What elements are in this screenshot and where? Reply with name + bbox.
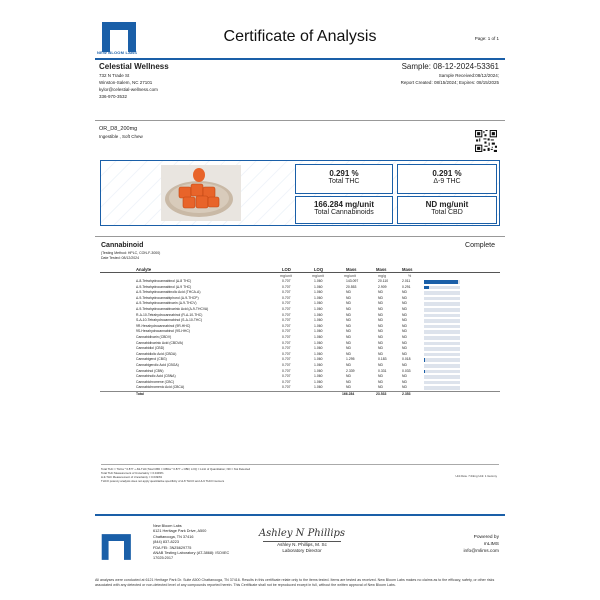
- mass-pct-cell: ND: [402, 301, 407, 306]
- powered-brand: mLIMS: [483, 542, 499, 547]
- unit-mass: mg/unit: [344, 274, 356, 278]
- mass-pct-cell: 0.018: [402, 357, 411, 362]
- mass-pct-cell: ND: [402, 306, 407, 311]
- loq-cell: 1.060: [314, 340, 323, 345]
- mass-unit-cell: ND: [346, 346, 351, 351]
- signer-name: Ashley N. Phillips, M. Sc: [277, 542, 327, 547]
- note-line: Δ-9-THC Measurement of Uncertainty = 0.0493%: [101, 475, 163, 479]
- mass-g-cell: ND: [378, 346, 383, 351]
- mass-g-cell: ND: [378, 351, 383, 356]
- table-header: [100, 266, 500, 273]
- mass-pct-cell: ND: [402, 351, 407, 356]
- mass-pct-cell: ND: [402, 295, 407, 300]
- mass-pct-cell: ND: [402, 374, 407, 379]
- mass-unit-cell: ND: [346, 379, 351, 384]
- analyte-cell: Δ-9-Tetrahydrocannabivarinic Acid (Δ-9-THCVA): [136, 306, 209, 311]
- analyte-cell: Cannabidiolic Acid (CBDA): [136, 351, 177, 356]
- analyte-cell: Δ-9-Tetrahydrocannabinolic Acid (THCA-A): [136, 290, 201, 295]
- lab-line: New Bloom Labs: [153, 524, 182, 528]
- mass-unit-cell: 20.553: [346, 284, 357, 289]
- lab-line: 6121 Heritage Park Drive, A500: [153, 529, 207, 534]
- lab-line: (844) 837-8223: [153, 540, 179, 545]
- mass-g-cell: ND: [378, 312, 383, 317]
- percent-bar-fill: [424, 280, 458, 284]
- loq-cell: 1.060: [314, 329, 323, 334]
- percent-bar-track: [424, 325, 460, 329]
- percent-bar-fill: [424, 370, 425, 374]
- mass-pct-cell: ND: [402, 346, 407, 351]
- mass-g-cell: 0.331: [378, 368, 387, 373]
- analyte-cell: Cannabichromene (CBC): [136, 379, 175, 384]
- lod-cell: 0.707: [282, 362, 291, 367]
- mass-pct-cell: ND: [402, 323, 407, 328]
- mass-pct-cell: ND: [402, 379, 407, 384]
- mass-g-cell: ND: [378, 379, 383, 384]
- col-mass-pct: Mass: [402, 267, 413, 272]
- analyte-cell: Cannabidiol (CBD): [136, 346, 165, 351]
- percent-bar-track: [424, 286, 460, 290]
- cannabinoid-table: [100, 266, 500, 396]
- client-email: kylor@celestial-wellness.com: [99, 87, 158, 92]
- mass-pct-cell: ND: [402, 385, 407, 390]
- mass-unit-cell: ND: [346, 323, 351, 328]
- total-thc-value: 0.291 %: [329, 169, 359, 178]
- product-type: Ingestible , Soft Chew: [99, 134, 143, 139]
- analyte-cell: Cannabidivarin (CBDV): [136, 334, 172, 339]
- loq-cell: 1.060: [314, 306, 323, 311]
- percent-bar-track: [424, 302, 460, 306]
- percent-bar-track: [424, 370, 460, 374]
- percent-bar-track: [424, 386, 460, 390]
- client-address-line: Winston-Salem, NC 27101: [99, 80, 153, 85]
- total-cbd-value: ND mg/unit: [425, 200, 469, 209]
- loq-cell: 1.060: [314, 312, 323, 317]
- lod-cell: 0.707: [282, 374, 291, 379]
- mass-g-cell: ND: [378, 362, 383, 367]
- mass-g-cell: ND: [378, 329, 383, 334]
- mass-unit-cell: 2.339: [346, 368, 355, 373]
- total-mass-unit: 166.284: [342, 391, 355, 396]
- loq-cell: 1.060: [314, 357, 323, 362]
- analyte-cell: Cannabinol (CBN): [136, 368, 164, 373]
- mass-unit-cell: ND: [346, 301, 351, 306]
- loq-cell: 1.060: [314, 295, 323, 300]
- table-notes: [101, 464, 499, 483]
- mass-g-cell: 0.183: [378, 357, 387, 362]
- loq-cell: 1.060: [314, 379, 323, 384]
- analyte-cell: Cannabigerolic Acid (CBGA): [136, 362, 179, 367]
- analyte-cell: R-Δ-10-Tetrahydrocannabinol (R-Δ-10-THC): [136, 312, 203, 317]
- lod-cell: 0.707: [282, 385, 291, 390]
- analyte-cell: Cannabidivarinic Acid (CBDVA): [136, 340, 184, 345]
- report-dates: Report Created: 08/15/2024; Expires: 08/15/2025: [400, 80, 499, 85]
- mass-pct-cell: 0.033: [402, 368, 411, 373]
- lab-line: Chattanooga, TN 37416: [153, 534, 194, 539]
- mass-pct-cell: 0.291: [402, 284, 411, 289]
- analyte-cell: Cannabigerol (CBG): [136, 357, 167, 362]
- total-mass-g: 23.533: [376, 391, 387, 396]
- mass-unit-cell: ND: [346, 329, 351, 334]
- mass-unit-cell: 143.097: [346, 279, 359, 283]
- lab-line: FDA FEI: 3NZ6629775: [153, 545, 192, 550]
- mass-g-cell: ND: [378, 323, 383, 328]
- disclaimer: All analyses were conducted at 6121 Heritage Park Dr. Suite A500 Chattanooga, TN 37416. Results in this certificate relate only to the items tested. Items are tested as received. New Bloom Labs makes no claims as to the efficacy, safety, or other risks associated with any detected or non-detected level of any compounds reported herein. This Certificate shall not be reproduced except in full, without the written approval of New Bloom Labs.: [95, 578, 495, 588]
- footer-divider: [95, 514, 505, 516]
- total-cbd-card: [397, 196, 497, 224]
- loq-cell: 1.060: [314, 318, 323, 323]
- test-date: Date Tested: 08/12/2024: [101, 255, 140, 260]
- analyte-cell: Cannabinolic Acid (CBNA): [136, 374, 176, 379]
- mass-g-cell: ND: [378, 334, 383, 339]
- sample-info: [401, 62, 499, 86]
- loq-cell: 1.060: [314, 351, 323, 356]
- lod-cell: 0.707: [282, 357, 291, 362]
- mass-unit-cell: ND: [346, 295, 351, 300]
- lod-cell: 0.707: [282, 290, 291, 295]
- test-meta: [101, 251, 160, 260]
- col-lod: LOD: [282, 267, 291, 272]
- mass-pct-cell: 2.011: [402, 279, 411, 283]
- header: [95, 14, 505, 58]
- lod-cell: 0.707: [282, 368, 291, 373]
- loq-cell: 1.060: [314, 279, 323, 283]
- mass-g-cell: ND: [378, 295, 383, 300]
- lab-line: 17025:2017: [153, 556, 174, 561]
- col-analyte: Analyte: [136, 267, 152, 272]
- mass-unit-cell: 1.295: [346, 357, 355, 362]
- analyte-cell: 9S-Hexahydrocannabinol (9S-HHC): [136, 329, 190, 334]
- percent-bar-track: [424, 364, 460, 368]
- mass-pct-cell: ND: [402, 340, 407, 345]
- delta9-thc-value: 0.291 %: [432, 169, 462, 178]
- percent-bar-track: [424, 353, 460, 357]
- product-info: [99, 126, 143, 140]
- lod-cell: 0.707: [282, 340, 291, 345]
- col-mass-g: Mass: [376, 267, 387, 272]
- page-title: Certificate of Analysis: [223, 28, 377, 45]
- cannabinoid-title: Cannabinoid: [101, 242, 144, 249]
- mass-g-cell: ND: [378, 318, 383, 323]
- lod-cell: 0.707: [282, 295, 291, 300]
- signature: Ashley N Phillips: [258, 528, 346, 539]
- delta9-thc-label: Δ-9 THC: [433, 178, 461, 185]
- unit-pct: %: [408, 274, 412, 278]
- loq-cell: 1.060: [314, 374, 323, 379]
- unit-lod: mg/unit: [280, 274, 292, 278]
- client-info: [99, 62, 169, 100]
- analyte-cell: Δ-8-Tetrahydrocannabinol (Δ-8 THC): [136, 279, 192, 283]
- sample-id: Sample: 08-12-2024-53361: [401, 62, 499, 71]
- total-cannabinoids-card: [295, 196, 393, 224]
- mass-pct-cell: ND: [402, 362, 407, 367]
- product-name: OR_D8_200mg: [99, 126, 138, 132]
- total-thc-card: [295, 164, 393, 194]
- mass-pct-cell: ND: [402, 312, 407, 317]
- lod-cell: 0.707: [282, 323, 291, 328]
- loq-cell: 1.060: [314, 346, 323, 351]
- percent-bar-track: [424, 314, 460, 318]
- lod-cell: 0.707: [282, 284, 291, 289]
- mass-unit-cell: ND: [346, 312, 351, 317]
- mass-pct-cell: ND: [402, 290, 407, 295]
- mass-unit-cell: ND: [346, 362, 351, 367]
- lod-cell: 0.707: [282, 279, 291, 283]
- lod-cell: 0.707: [282, 306, 291, 311]
- mass-pct-cell: ND: [402, 334, 407, 339]
- loq-cell: 1.060: [314, 368, 323, 373]
- total-cannabinoids-label: Total Cannabinoids: [314, 209, 374, 216]
- client-name: Celestial Wellness: [99, 62, 169, 71]
- unit-loq: mg/unit: [312, 274, 324, 278]
- results-summary: [100, 160, 500, 226]
- loq-cell: 1.060: [314, 385, 323, 390]
- percent-bar-track: [424, 291, 460, 295]
- unit-mass-g: mg/g: [378, 274, 386, 278]
- analyte-cell: Δ-9-Tetrahydrocannabiphorol (Δ-9-THCP): [136, 295, 199, 300]
- lod-cell: 0.707: [282, 312, 291, 317]
- analyte-cell: 9R-Hexahydrocannabinol (9R-HHC): [136, 323, 191, 328]
- lod-cell: 0.707: [282, 329, 291, 334]
- product-photo: [161, 165, 241, 221]
- mass-g-cell: ND: [378, 306, 383, 311]
- lab-address: [153, 524, 229, 562]
- mass-g-cell: 2.909: [378, 284, 387, 289]
- col-loq: LOQ: [314, 267, 324, 272]
- powered-email[interactable]: info@mlims.com: [463, 549, 499, 554]
- section-divider: [95, 120, 505, 121]
- mass-g-cell: 20.110: [378, 279, 389, 283]
- total-label: Total: [136, 391, 144, 396]
- mass-unit-cell: ND: [346, 318, 351, 323]
- percent-bar-fill: [424, 358, 425, 362]
- total-thc-label: Total THC: [328, 178, 360, 185]
- analyte-cell: Δ-9-Tetrahydrocannabivarin (Δ-9-THCV): [136, 301, 197, 306]
- mass-g-cell: ND: [378, 385, 383, 390]
- mass-unit-cell: ND: [346, 351, 351, 356]
- qr-code-icon[interactable]: [475, 130, 497, 152]
- analyte-cell: Cannabichromenic Acid (CBCA): [136, 385, 185, 390]
- loq-cell: 1.060: [314, 362, 323, 367]
- note-line: Total THC Measurement of Uncertainty = 0.0493%: [101, 471, 164, 475]
- table-total-row: [100, 391, 500, 397]
- lod-cell: 0.707: [282, 318, 291, 323]
- certificate-page: [95, 14, 505, 586]
- page-number: Page: 1 of 1: [474, 36, 499, 41]
- section-divider: [95, 236, 505, 237]
- percent-bar-track: [424, 381, 460, 385]
- col-mass-unit: Mass: [346, 267, 357, 272]
- lab-logo-icon: [100, 532, 136, 562]
- analyte-cell: S-Δ-10-Tetrahydrocannabinol (S-Δ-10-THC): [136, 318, 202, 323]
- powered-by: [463, 534, 499, 555]
- note-line: Total THC = THCa * 0.877 + Δ9-THC;Total CBD = CBDa * 0.877 + CBD; LOQ = Limit of Quantitation; ND = Not Detected: [101, 467, 251, 471]
- percent-bar-track: [424, 375, 460, 379]
- percent-bar-track: [424, 297, 460, 301]
- logo-text: NEW BLOOM LABS: [97, 50, 138, 55]
- lod-cell: 0.707: [282, 346, 291, 351]
- delta9-thc-card: [397, 164, 497, 194]
- lod-cell: 0.707: [282, 301, 291, 306]
- percent-bar-track: [424, 358, 460, 362]
- percent-bar-track: [424, 342, 460, 346]
- sample-received: Sample Received:08/12/2024;: [438, 73, 499, 78]
- cannabinoid-status: Complete: [465, 242, 495, 249]
- unit-note: Unit Dew. 7.04mg Unit: 1 Gummy: [455, 474, 497, 478]
- percent-bar-track: [424, 308, 460, 312]
- percent-bar-track: [424, 336, 460, 340]
- percent-bar-fill: [424, 286, 429, 290]
- mass-unit-cell: ND: [346, 334, 351, 339]
- loq-cell: 1.060: [314, 301, 323, 306]
- note-line: THCO potency analysis does not apply quantitative specificity of Δ-8 THCO and Δ-9 THCO isomers: [101, 479, 225, 483]
- signature-block: [257, 528, 347, 554]
- loq-cell: 1.060: [314, 323, 323, 328]
- lod-cell: 0.707: [282, 334, 291, 339]
- total-cannabinoids-value: 166.284 mg/unit: [313, 200, 375, 209]
- total-mass-pct: 2.353: [402, 391, 411, 396]
- analyte-cell: Δ-9-Tetrahydrocannabinol (Δ-9 THC): [136, 284, 192, 289]
- test-method: (Testing Method: HPLC, CON-F-3000): [101, 251, 161, 255]
- mass-unit-cell: ND: [346, 306, 351, 311]
- loq-cell: 1.060: [314, 284, 323, 289]
- loq-cell: 1.060: [314, 334, 323, 339]
- header-divider: [95, 58, 505, 60]
- mass-unit-cell: ND: [346, 374, 351, 379]
- client-address-line: 732 N Trade St: [99, 73, 130, 78]
- mass-pct-cell: ND: [402, 329, 407, 334]
- client-phone: 336-970-3532: [99, 94, 128, 99]
- lod-cell: 0.707: [282, 379, 291, 384]
- mass-unit-cell: ND: [346, 385, 351, 390]
- lod-cell: 0.707: [282, 351, 291, 356]
- mass-pct-cell: ND: [402, 318, 407, 323]
- powered-label: Powered by: [473, 535, 499, 540]
- mass-g-cell: ND: [378, 340, 383, 345]
- mass-g-cell: ND: [378, 301, 383, 306]
- mass-g-cell: ND: [378, 374, 383, 379]
- mass-unit-cell: ND: [346, 290, 351, 295]
- percent-bar-track: [424, 330, 460, 334]
- percent-bar-track: [424, 347, 460, 351]
- total-cbd-label: Total CBD: [431, 209, 463, 216]
- mass-unit-cell: ND: [346, 340, 351, 345]
- lab-line: ANAB Testing Laboratory (AT-3868): ISO/IEC: [153, 551, 230, 556]
- loq-cell: 1.060: [314, 290, 323, 295]
- signer-title: Laboratory Director: [282, 548, 322, 553]
- percent-bar-track: [424, 319, 460, 323]
- mass-g-cell: ND: [378, 290, 383, 295]
